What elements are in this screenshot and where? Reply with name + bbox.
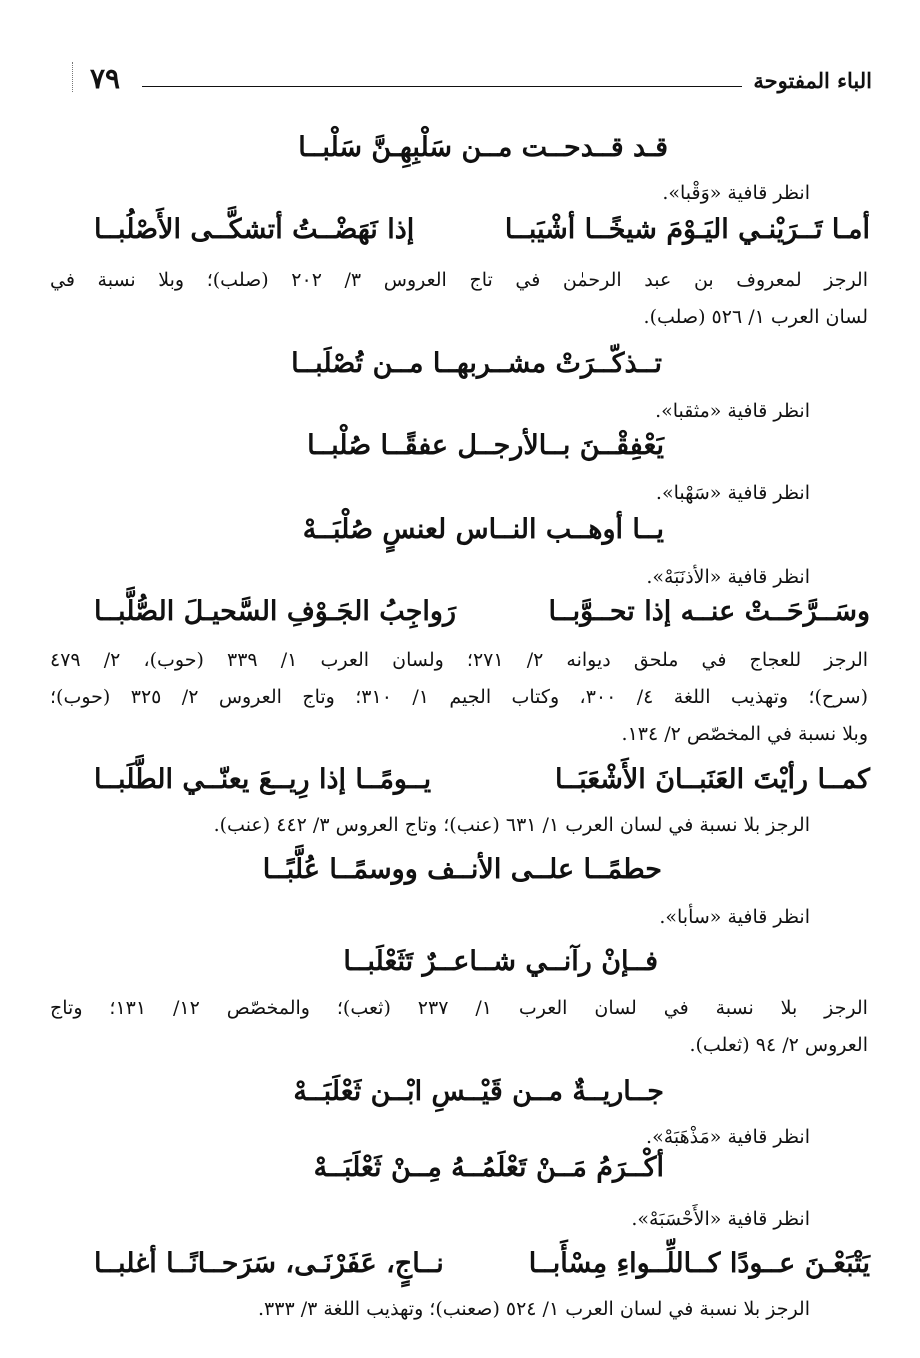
cross-reference: انظر قافية «سأبا».	[659, 906, 810, 928]
running-title: الباء المفتوحة	[753, 68, 872, 93]
citation-note	[50, 262, 868, 336]
citation-note: الرجز بلا نسبة في لسان العرب ١/ ٦٣١ (عنب)؛ وتاج العروس ٣/ ٤٤٢ (عنب).	[213, 814, 810, 836]
verse-hemistich-first: كمــا رأيْتَ العَنَبــانَ الأَشْعَبَــا	[555, 764, 870, 795]
citation-note: الرجز بلا نسبة في لسان العرب ١/ ٥٢٤ (صعنب)؛ وتهذيب اللغة ٣/ ٣٣٣.	[257, 1298, 810, 1320]
citation-line: لسان العرب ١/ ٥٢٦ (صلب).	[643, 306, 868, 328]
citation-line: الرجز بلا نسبة في لسان العرب ١/ ٢٣٧ (ثعب)؛ والمخصّص ١٢/ ١٣١؛ وتاج	[50, 997, 868, 1019]
verse-hemistich-first: يَتْبَعْـنَ عــودًا كــاللِّــواءِ مِسْأَبــا	[528, 1248, 870, 1279]
cross-reference: انظر قافية «الأذنَبَهْ».	[646, 566, 810, 588]
cross-reference: انظر قافية «مثقبا».	[655, 400, 810, 422]
cross-reference: انظر قافية «وَقْبا».	[662, 182, 810, 204]
verse-hemistich-first: وسَــرَّحَــتْ عنــه إذا تحــوَّبــا	[548, 596, 870, 627]
citation-line: العروس ٢/ ٩٤ (ثعلب).	[689, 1034, 868, 1056]
verse-hemistich: جــاريــةٌ مــن قَيْــسِ ابْــن ثَعْلَبَــهْ	[293, 1076, 664, 1107]
header-rule	[142, 86, 742, 87]
citation-line: الرجز للعجاج في ملحق ديوانه ٢/ ٢٧١؛ ولسان العرب ١/ ٣٣٩ (حوب)، ٢/ ٤٧٩	[50, 649, 869, 671]
verse-hemistich-first: أمـا تَــرَيْنـي اليَـوْمَ شيخًــا أشْيَبــا	[504, 214, 870, 245]
margin-mark	[72, 62, 76, 92]
verse-hemistich-second: إذا نَهَضْــتُ أتشكَّــى الأَصْلُبــا	[94, 214, 415, 245]
verse-hemistich-second: رَواجِبُ الجَـوْفِ السَّحيـلَ الصُّلَّبــا	[94, 596, 457, 627]
verse-hemistich: قـد قــدحــت مــن سَلْبِهِـنَّ سَلْبــا	[298, 132, 668, 163]
citation-note	[50, 990, 868, 1064]
page-number: ٧٩	[90, 62, 121, 95]
verse-hemistich: يَعْفِقْــنَ بــالأرجــل عفقًــا صُلْبــا	[307, 430, 664, 461]
verse-hemistich: يــا أوهــب النــاس لعنسٍ صُلْبَــهْ	[302, 514, 664, 545]
page-header	[72, 58, 872, 102]
verse-hemistich: فــإنْ رآنــي شــاعــرٌ تَثَعْلَبــا	[343, 946, 658, 977]
cross-reference: انظر قافية «سَهْبا».	[655, 482, 810, 504]
verse-hemistich: حطمًــا علــى الأنــف ووسمًــا عُلَّبًــا	[262, 854, 662, 885]
verse-hemistich: تــذكّــرَتْ مشــربهــا مــن تُصْلَبــا	[291, 348, 662, 379]
cross-reference: انظر قافية «مَذْهَبَهْ».	[646, 1126, 810, 1148]
verse-hemistich: أكْــرَمُ مَــنْ تَعْلَمُــهُ مِــنْ ثَعْلَبَــهْ	[313, 1152, 664, 1183]
citation-note	[50, 642, 868, 753]
citation-line: (سرح)؛ وتهذيب اللغة ٤/ ٣٠٠، وكتاب الجيم ١/ ٣١٠؛ وتاج العروس ٢/ ٣٢٥ (حوب)؛	[50, 686, 868, 708]
verse-hemistich-second: يــومًــا إذا رِيــعَ يعنّــي الطَّلَبــا	[94, 764, 432, 795]
verse-hemistich-second: نــاجٍ، عَفَرْنَـى، سَرَحــانًــا أغلبــا	[94, 1248, 444, 1279]
citation-line: الرجز لمعروف بن عبد الرحمٰن في تاج العروس ٣/ ٢٠٢ (صلب)؛ وبلا نسبة في	[50, 269, 868, 291]
cross-reference: انظر قافية «الأَحْسَبَهْ».	[631, 1208, 810, 1230]
citation-line: وبلا نسبة في المخصّص ٢/ ١٣٤.	[621, 723, 868, 745]
